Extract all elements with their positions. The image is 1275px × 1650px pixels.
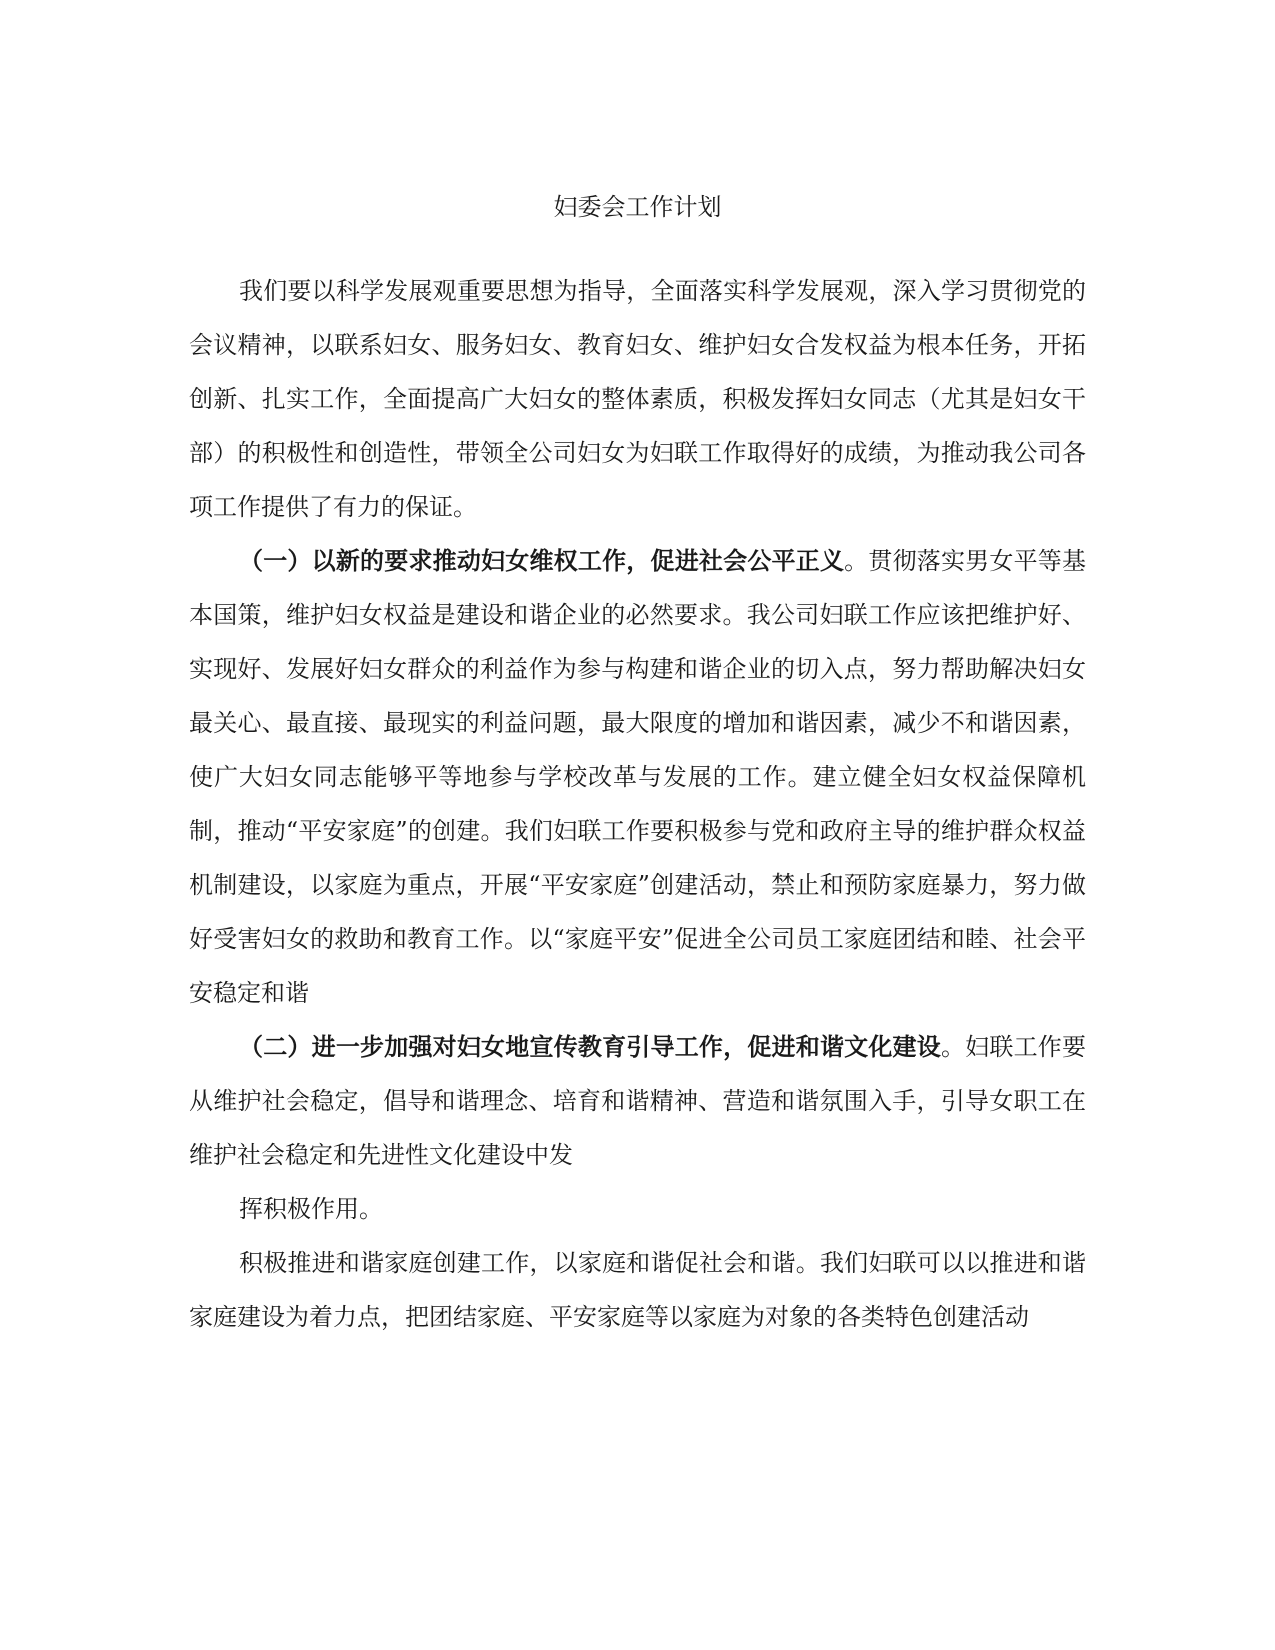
section-2-heading: （二）进一步加强对妇女地宣传教育引导工作，促进和谐文化建设 — [239, 1032, 941, 1061]
paragraph-continuation-text: 挥积极作用。 — [239, 1195, 383, 1223]
section-2-text: 。妇联工作要从维护社会稳定，倡导和谐理念、培育和谐精神、营造和谐氛围入手，引导女职工在维护社会稳定和先进性文化建设中发 — [189, 1033, 1086, 1169]
section-1-text: 。贯彻落实男女平等基本国策，维护妇女权益是建设和谐企业的必然要求。我公司妇联工作应该把维护好、实现好、发展好妇女群众的利益作为参与构建和谐企业的切入点，努力帮助解决妇女最关心、最直接、最现实的利益问题，最大限度的增加和谐因素，减少不和谐因素，使广大妇女同志能够平等地参与学校改革与发展的工作。建立健全妇女权益保障机制，推动“平安家庭”的创建。我们妇联工作要积极参与党和政府主导的维护群众权益机制建设，以家庭为重点，开展“平安家庭”创建活动，禁止和预防家庭暴力，努力做好受害妇女的救助和教育工作。以“家庭平安”促进全公司员工家庭团结和睦、社会平安稳定和谐 — [189, 547, 1087, 1007]
document-title: 妇委会工作计划 — [553, 193, 722, 221]
paragraph-intro-text: 我们要以科学发展观重要思想为指导，全面落实科学发展观，深入学习贯彻党的会议精神，以联系妇女、服务妇女、教育妇女、维护妇女合发权益为根本任务，开拓创新、扎实工作，全面提高广大妇女的整体素质，积极发挥妇女同志（尤其是妇女干部）的积极性和创造性，带领全公司妇女为妇联工作取得好的成绩，为推动我公司各项工作提供了有力的保证。 — [189, 277, 1086, 521]
paragraph-section-1 — [189, 534, 1086, 1020]
section-1-heading: （一）以新的要求推动妇女维权工作，促进社会公平正义 — [239, 546, 845, 575]
document-body — [189, 264, 1086, 1344]
paragraph-harmonious-family-text: 积极推进和谐家庭创建工作，以家庭和谐促社会和谐。我们妇联可以以推进和谐家庭建设为着力点，把团结家庭、平安家庭等以家庭为对象的各类特色创建活动 — [189, 1249, 1086, 1331]
paragraph-harmonious-family — [189, 1236, 1086, 1344]
paragraph-continuation — [189, 1182, 1086, 1236]
paragraph-intro — [189, 264, 1086, 534]
paragraph-section-2 — [189, 1020, 1086, 1182]
